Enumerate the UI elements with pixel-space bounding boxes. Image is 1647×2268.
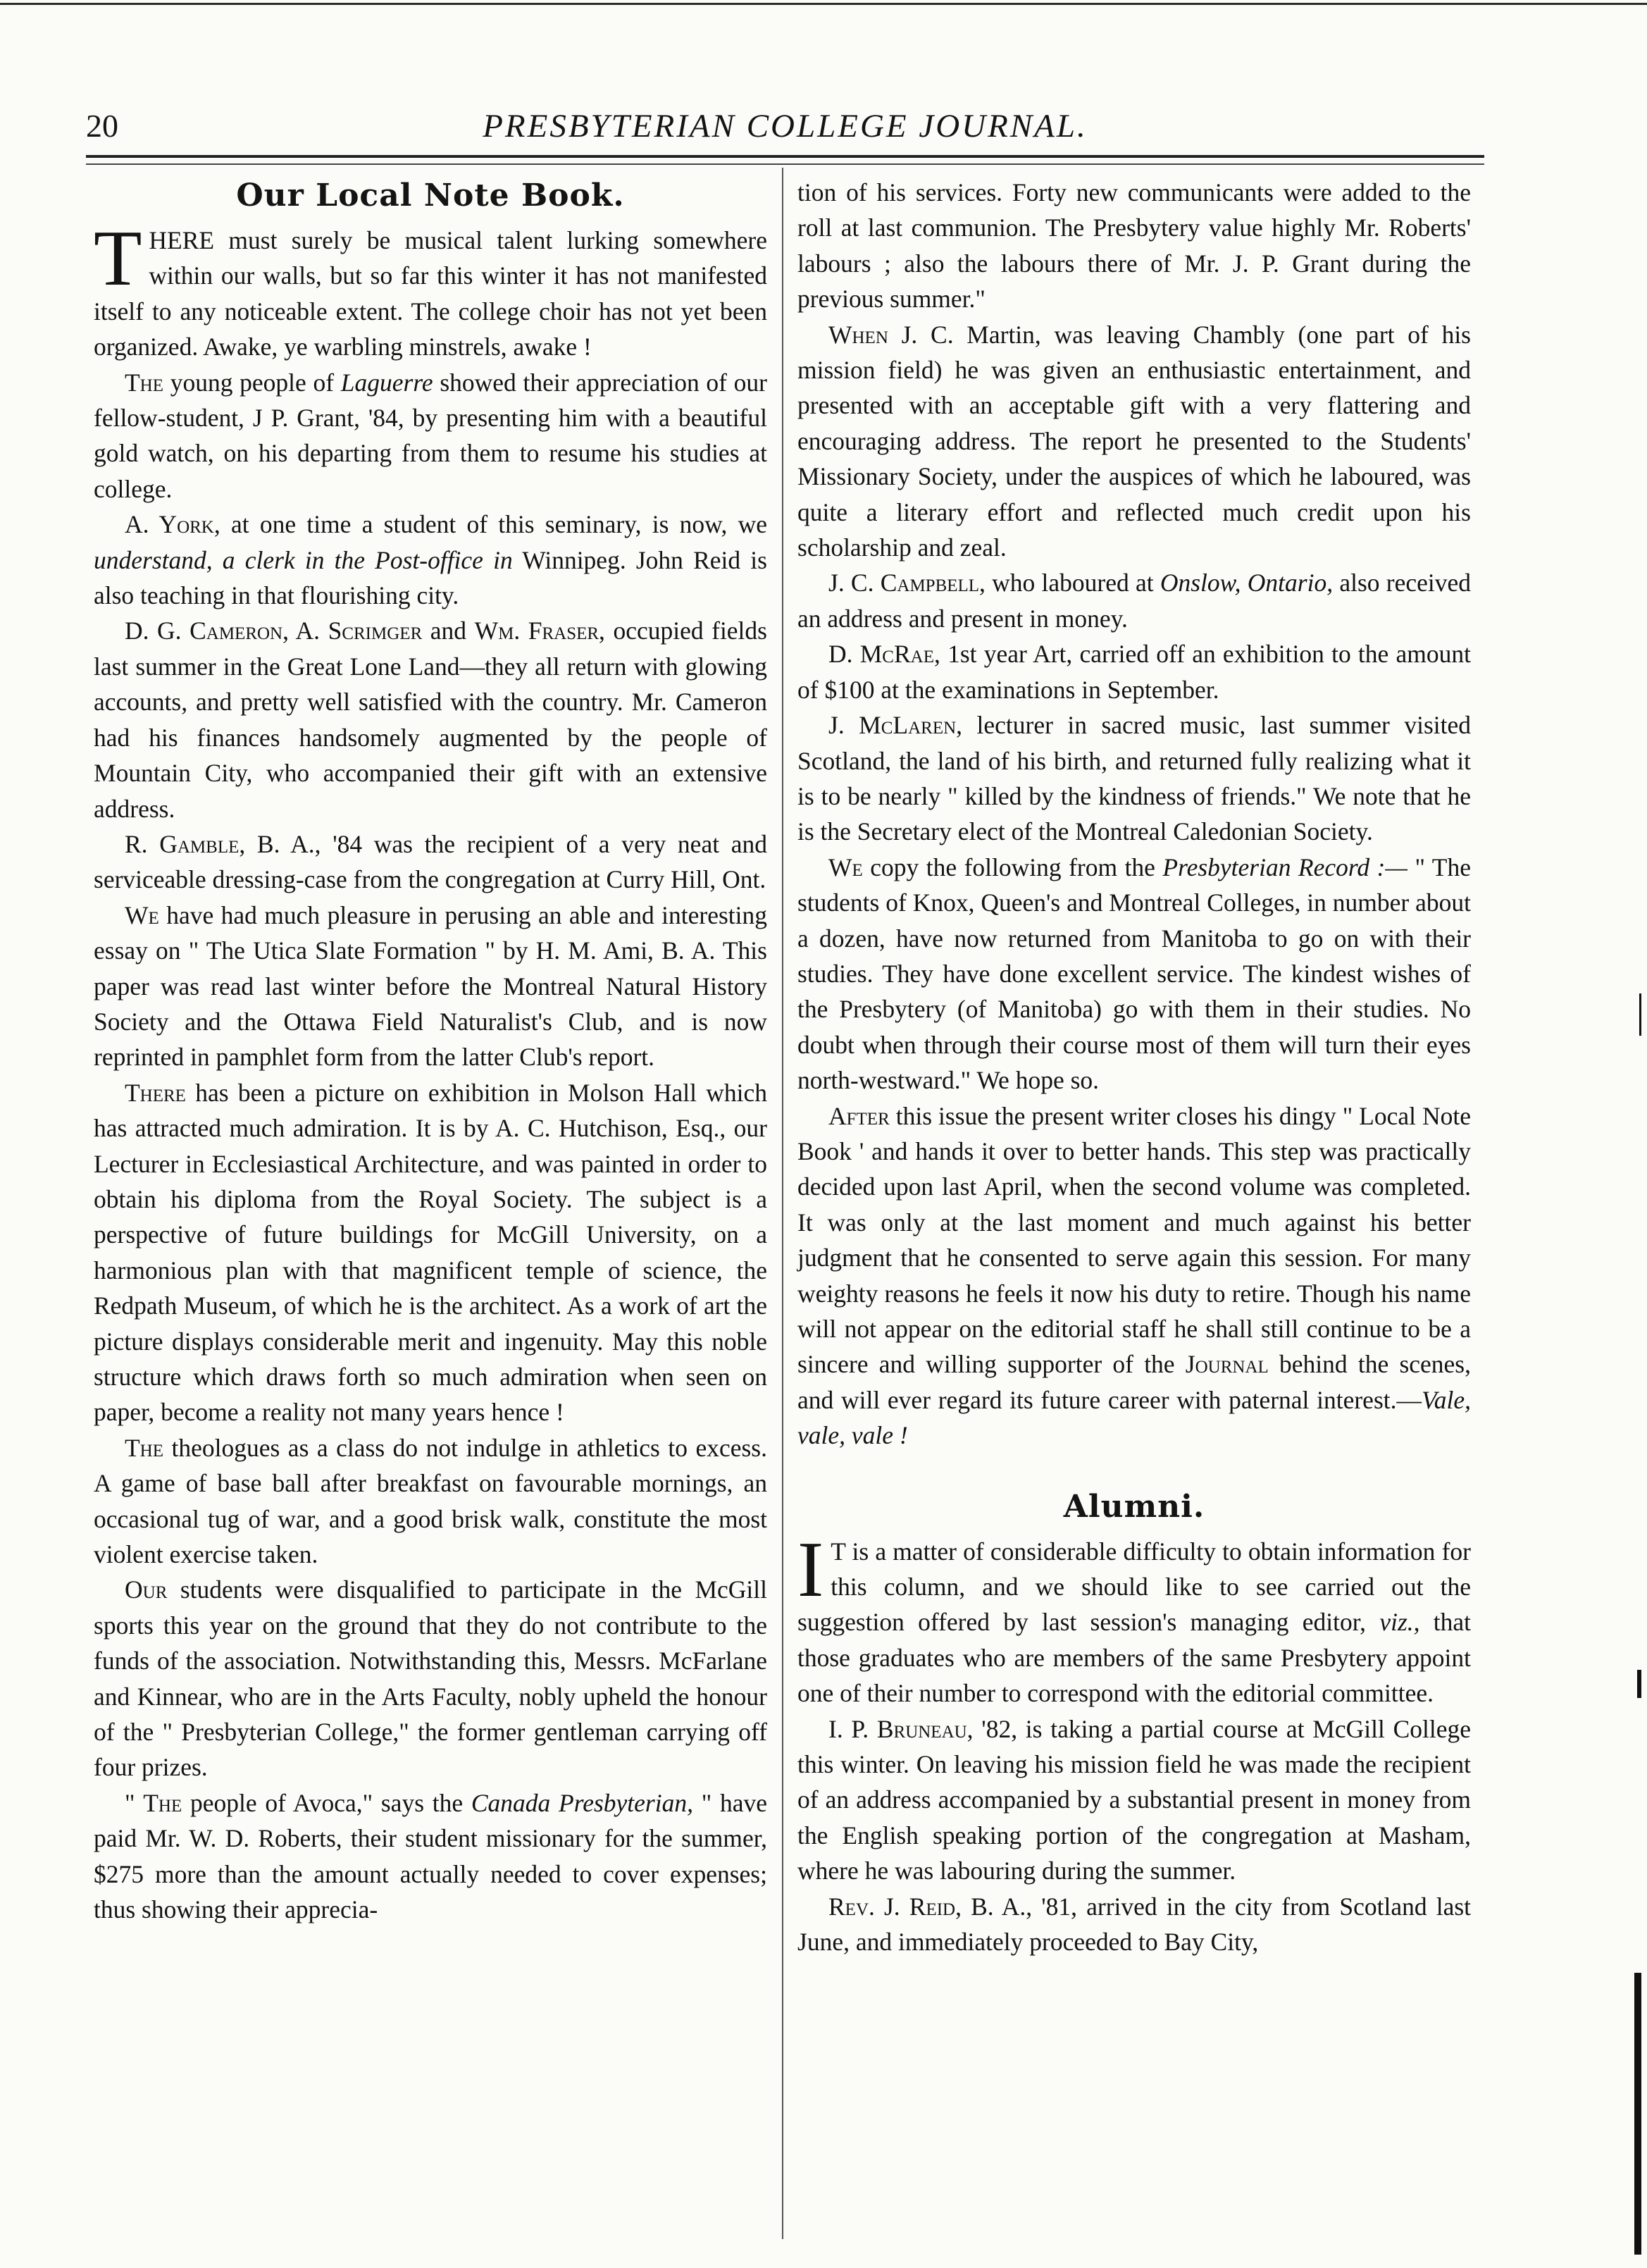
paragraph: Rev. J. Reid, B. A., '81, arrived in the city from Scotland last June, and immediately proceeded to Bay City, [797,1892,1471,1957]
journal-title: PRESBYTERIAN COLLEGE JOURNAL. [483,108,1088,144]
paragraph: We copy the following from the Presbyterian Record :— " The students of Knox, Queen's and Montreal Colleges, in number about a dozen, have now returned from Manitoba to go on with their studies. They have done excellent service. The kindest wishes of the Presbytery (of Manitoba) go with them in their studies. No doubt when through their course most of them will turn their eyes north-westward." We hope so. [797,853,1471,1095]
paragraph: THERE must surely be musical talent lurking somewhere within our walls, but so far this winter it has not manifested itself to any noticeable extent. The college choir has not yet been organized. Awake, ye warbling minstrels, awake ! [94,215,767,361]
paragraph: When J. C. Martin, was leaving Chambly (one part of his mission field) he was given an enthusiastic entertainment, and presented with an acceptable gift with a very flattering and encouraging address. The report he presented to the Students' Missionary Society, under the auspices of which he laboured, was quite a literary effort and reflected much credit upon his scholarship and zeal. [797,320,1471,562]
page-header [86,107,1484,152]
scan-edge-mark [1639,993,1641,1036]
section-heading-alumni: Alumni. [1063,1488,1205,1525]
drop-cap: I [797,1525,824,1613]
top-edge-rule [0,3,1647,5]
paragraph: I T is a matter of considerable difficulty to obtain information for this column, and we should like to see carried out the suggestion offered by last session's managing editor, viz., that those graduates who are members of the same Presbytery appoint one of their number to correspond with the editorial committee. [797,1525,1472,1708]
paragraph: Our students were disqualified to participate in the McGill sports this year on the ground that they do not contribute to the funds of the association. Notwithstanding this, Messrs. McFarlane and Kinnear, who are in the Arts Faculty, nobly upheld the honour of the " Presbyterian College," the former gentleman carrying off four prizes. [94,1575,767,1782]
paragraph: J. McLaren, lecturer in sacred music, last summer visited Scotland, the land of his birth, and returned fully realizing what it is to be nearly " killed by the kindness of friends." We note that he is the Secretary elect of the Montreal Caledonian Society. [797,711,1472,846]
paragraph: D. G. Cameron, A. Scrimger and Wm. Fraser, occupied fields last summer in the Great Lone Land—they all return with glowing accounts, and pretty well satisfied with the country. Mr. Cameron had his finances handsomely augmented by the people of Mountain City, who accompanied their gift with an extensive address. [94,616,767,823]
scan-edge-mark [1634,1973,1641,2255]
paragraph: We have had much pleasure in perusing an able and interesting essay on " The Utica Slate Formation " by H. M. Ami, B. A. This paper was read last winter before the Montreal Natural History Society and the Ottawa Field Naturalist's Club, and is now reprinted in pamphlet form from the latter Club's report. [94,900,767,1072]
header-rule-thick [86,155,1484,158]
section-heading-local-note-book: Our Local Note Book. [236,178,625,213]
paragraph: tion of his services. Forty new communicants were added to the roll at last communion. The Presbytery value highly Mr. Roberts' labours ; also the labours there of Mr. J. P. Grant during the previous summer." [797,178,1471,314]
drop-cap: T [94,215,142,302]
header-rule-thin [86,163,1484,165]
right-column [797,175,1471,1960]
scan-edge-mark [1637,1670,1641,1698]
paragraph: I. P. Bruneau, '82, is taking a partial course at McGill College this winter. On leaving his mission field he was made the recipient of an address accompanied by a substantial present in money from the English speaking portion of the congregation at Masham, where he was labouring during the summer. [797,1714,1471,1885]
paragraph: R. Gamble, B. A., '84 was the recipient of a very neat and serviceable dressing-case from the congregation at Curry Hill, Ont. [94,829,767,894]
paragraph: The theologues as a class do not indulge in athletics to excess. A game of base ball after breakfast on favourable mornings, an occasional tug of war, and a good brisk walk, constitute the most violent exercise taken. [94,1433,767,1569]
column-divider [782,168,783,2239]
paragraph: The young people of Laguerre showed their appreciation of our fellow-student, J P. Grant, '84, by presenting him with a beautiful gold watch, on his departing from them to resume his studies at college. [94,368,767,503]
paragraph: " The people of Avoca," says the Canada Presbyterian, " have paid Mr. W. D. Roberts, their student missionary for the summer, $275 more than the amount actually needed to cover expenses; thus showing their apprecia- [94,1788,767,1924]
paragraph: D. McRae, 1st year Art, carried off an exhibition to the amount of $100 at the examinations in September. [797,640,1471,704]
paragraph: There has been a picture on exhibition in Molson Hall which has attracted much admiration. It is by A. C. Hutchison, Esq., our Lecturer in Ecclesiastical Architecture, and was painted in order to obtain his diploma from the Royal Society. The subject is a perspective of future buildings for McGill University, on a harmonious plan with that magnificent temple of science, the Redpath Museum, of which he is the architect. As a work of art the picture displays considerable merit and ingenuity. May this noble structure which draws forth so much admiration when seen on paper, become a reality not many years hence ! [94,1078,767,1427]
page-number: 20 [86,108,118,144]
paragraph: A. York, at one time a student of this seminary, is now, we understand, a clerk in the Post-office in Winnipeg. John Reid is also teaching in that flourishing city. [94,510,767,610]
section-gap [797,1454,1471,1486]
paragraph: J. C. Campbell, who laboured at Onslow, Ontario, also received an address and present in money. [797,569,1471,633]
paragraph: After this issue the present writer closes his dingy " Local Note Book ' and hands it over to better hands. This step was practically decided upon last April, when the second volume was completed. It was only at the last moment and much against his better judgment that he consented to serve again this session. For many weighty reasons he feels it now his duty to retire. Though his name will not appear on the editorial staff he shall still continue to be a sincere and willing supporter of the Journal behind the scenes, and will ever regard its future career with paternal interest.—Vale, vale, vale ! [797,1101,1471,1450]
left-column [94,175,767,1928]
